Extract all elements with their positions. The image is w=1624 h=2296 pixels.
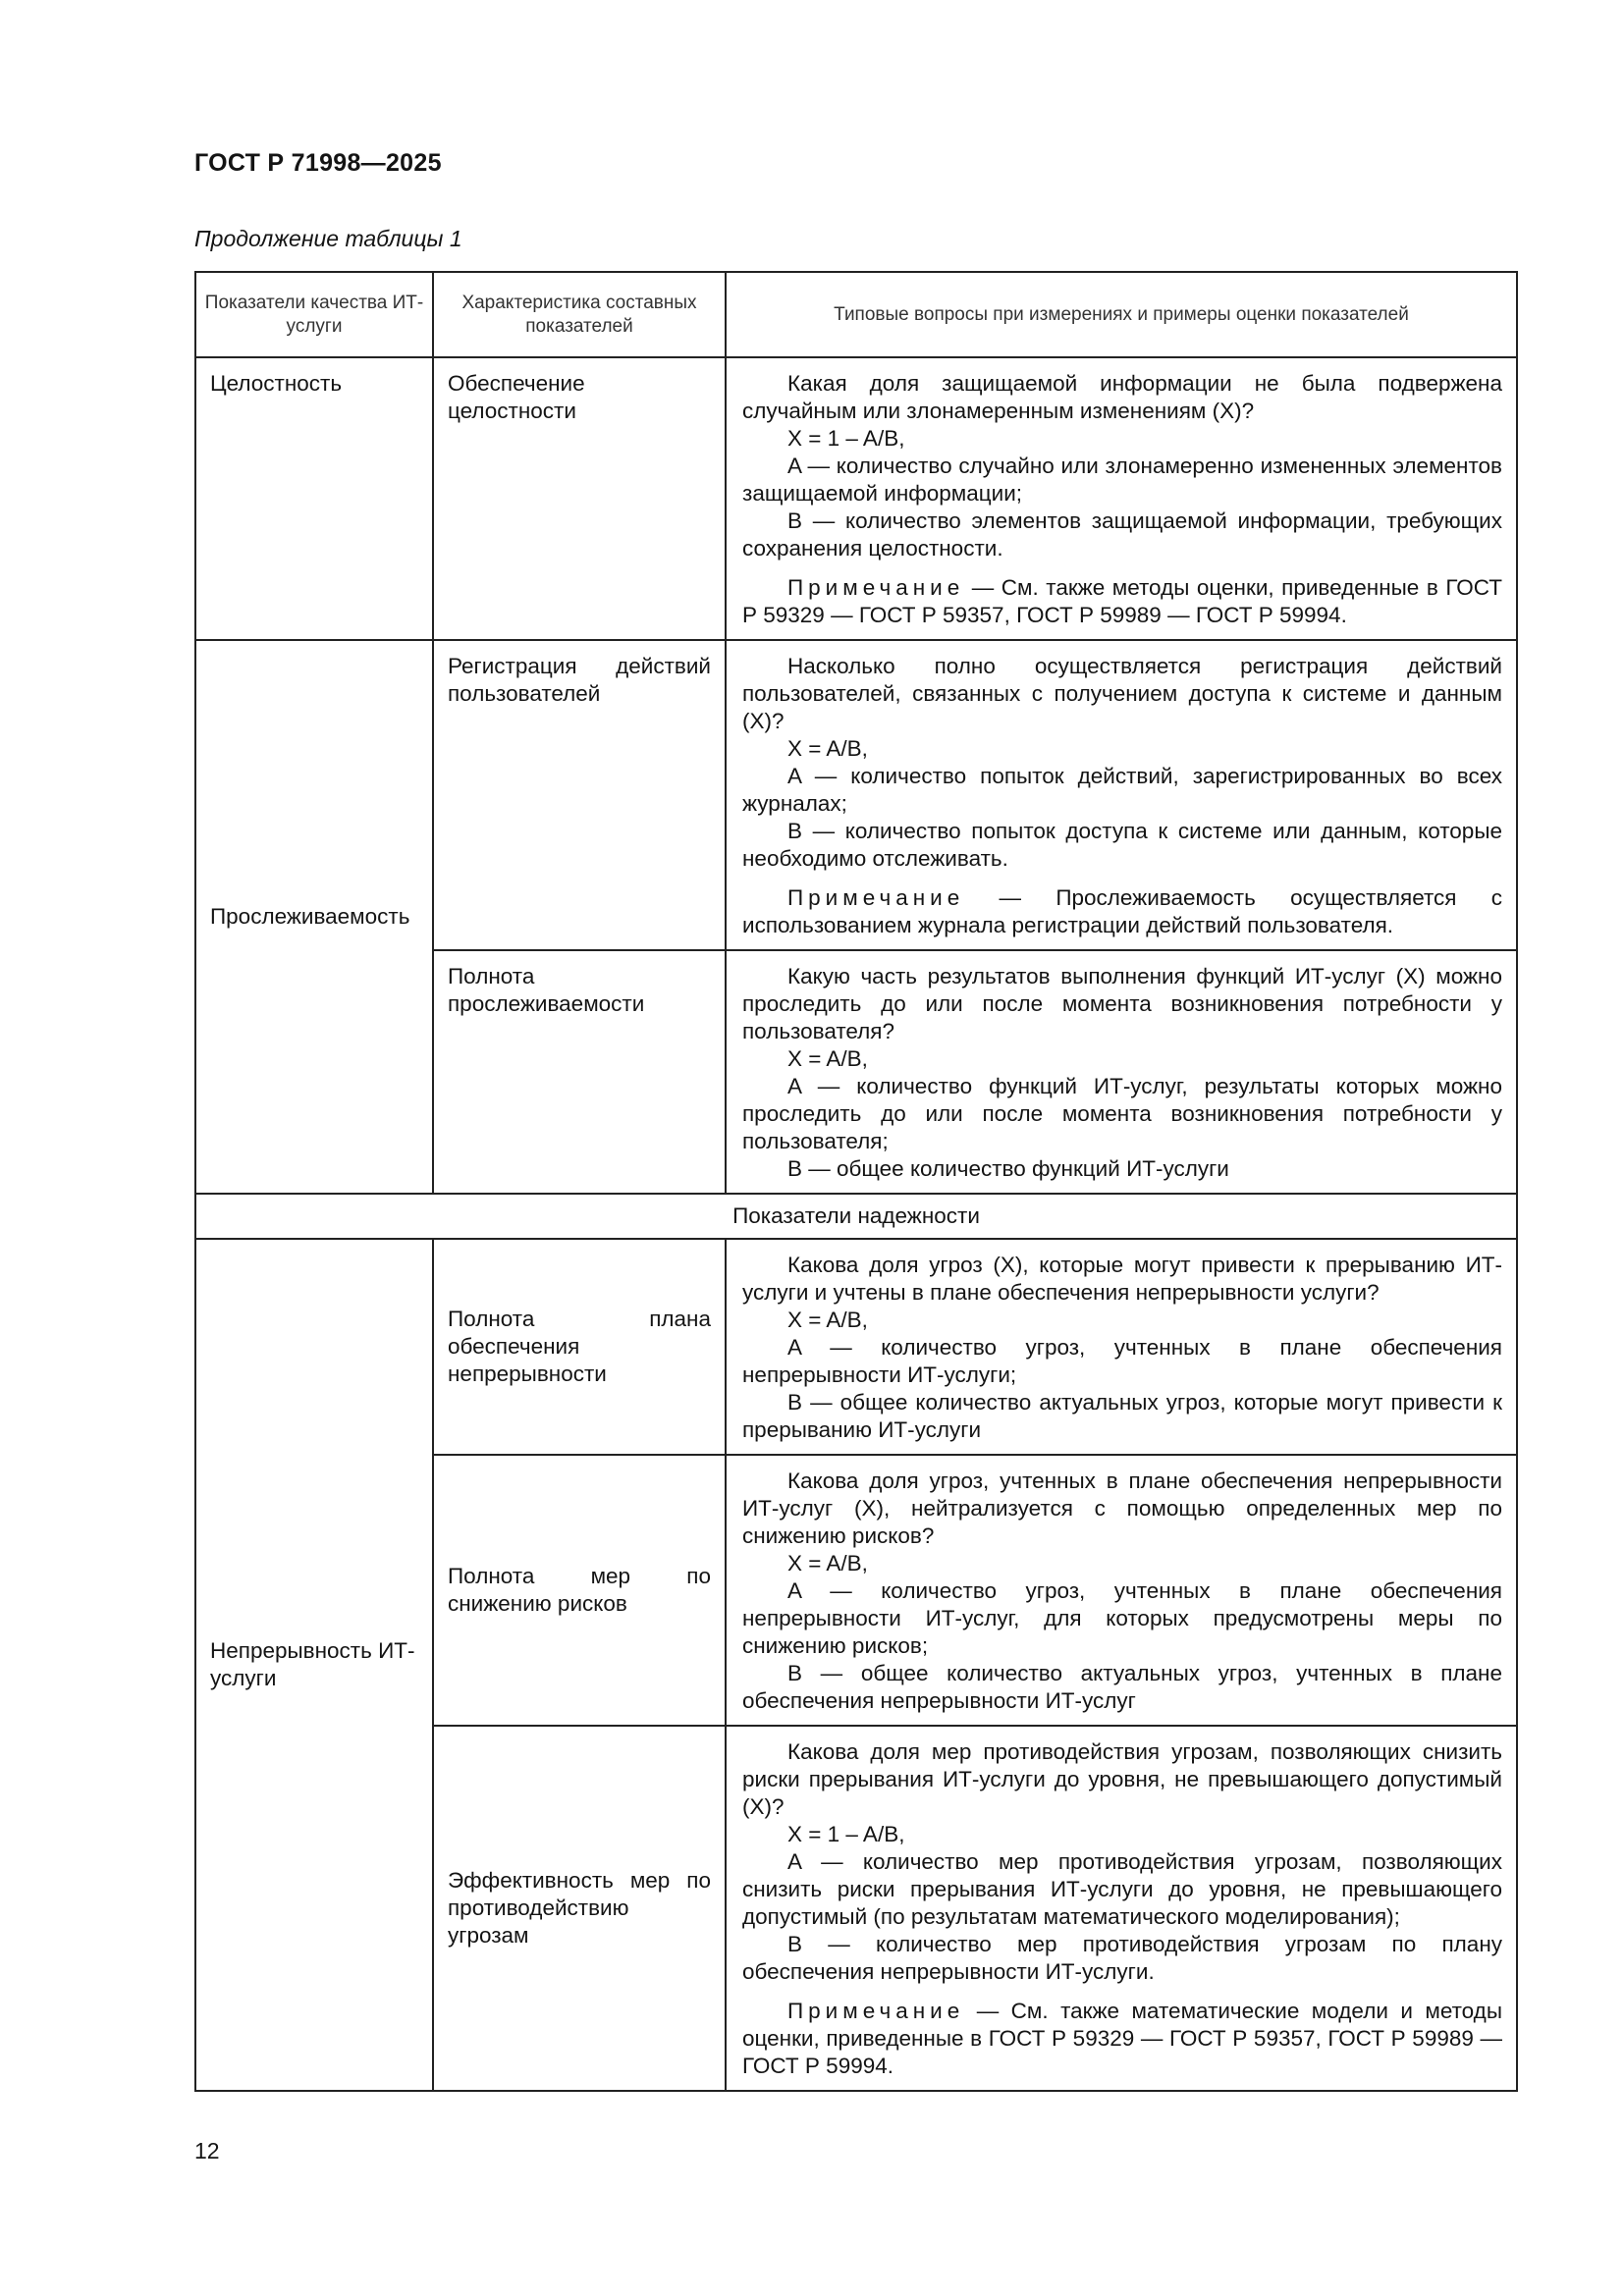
characteristic-cell: Полнота плана обеспечения непрерывности xyxy=(433,1239,726,1455)
example-formula: X = A/B, xyxy=(787,736,868,761)
example-definition: B — количество мер противодействия угрозам по плану обеспечения непрерывности ИТ-услуги. xyxy=(742,1932,1502,1984)
examples-cell xyxy=(726,357,1517,640)
example-definition: A — количество попыток действий, зарегистрированных во всех журналах; xyxy=(742,764,1502,816)
note xyxy=(742,1998,1502,2080)
example-formula: X = A/B, xyxy=(787,1551,868,1575)
example-formula: X = A/B, xyxy=(787,1308,868,1332)
characteristic-cell: Регистрация действий пользователей xyxy=(433,640,726,950)
characteristic-cell: Полнота мер по снижению рисков xyxy=(433,1455,726,1726)
example-formula: X = 1 – A/B, xyxy=(787,1822,905,1846)
note-text: — См. также методы оценки, приведенные в ГОСТ Р 59329 — ГОСТ Р 59357, ГОСТ Р 59989 — ГОСТ Р 59994. xyxy=(742,575,1502,627)
characteristic-cell: Эффективность мер по противодействию угрозам xyxy=(433,1726,726,2091)
page-number: 12 xyxy=(194,2138,220,2163)
example-question: Насколько полно осуществляется регистрация действий пользователей, связанных с получением доступа к системе и данным (X)? xyxy=(742,654,1502,733)
example-definition: B — общее количество актуальных угроз, которые могут привести к прерыванию ИТ-услуги xyxy=(742,1390,1502,1442)
note xyxy=(742,884,1502,939)
example-definition: B — количество попыток доступа к системе или данным, которые необходимо отслеживать. xyxy=(742,819,1502,871)
example-question: Какова доля угроз, учтенных в плане обеспечения непрерывности ИТ-услуг (X), нейтрализуется с помощью определенных мер по снижению рисков? xyxy=(742,1468,1502,1548)
example-definition: A — количество угроз, учтенных в плане обеспечения непрерывности ИТ-услуги; xyxy=(742,1335,1502,1387)
characteristic-cell: Полнота прослеживаемости xyxy=(433,950,726,1194)
characteristic-cell: Обеспечение целостности xyxy=(433,357,726,640)
indicator-cell: Целостность xyxy=(195,357,433,640)
note-label: Примечание xyxy=(787,1999,965,2023)
example-definition: B — общее количество функций ИТ-услуги xyxy=(787,1156,1229,1181)
example-question: Какова доля мер противодействия угрозам, позволяющих снизить риски прерывания ИТ-услуги до уровня, не превышающего допустимый (X)? xyxy=(742,1739,1502,1819)
example-formula: X = A/B, xyxy=(787,1046,868,1071)
table-row xyxy=(195,1239,1517,1455)
section-heading: Показатели надежности xyxy=(195,1194,1517,1239)
document-id: ГОСТ Р 71998—2025 xyxy=(194,149,442,177)
examples-cell xyxy=(726,950,1517,1194)
examples-cell xyxy=(726,1455,1517,1726)
note-label: Примечание xyxy=(787,885,965,910)
note-text: — Прослеживаемость осуществляется с использованием журнала регистрации действий пользователя. xyxy=(742,885,1502,937)
quality-indicators-table xyxy=(194,271,1518,2092)
table-header-row xyxy=(195,272,1517,357)
example-definition: A — количество случайно или злонамеренно измененных элементов защищаемой информации; xyxy=(742,454,1502,506)
example-definition: A — количество мер противодействия угрозам, позволяющих снизить риски прерывания ИТ-услуги до уровня, не превышающего допустимый (по результатам математического моделирования); xyxy=(742,1849,1502,1929)
indicator-cell: Непрерывность ИТ-услуги xyxy=(195,1239,433,2091)
column-header-examples: Типовые вопросы при измерениях и примеры оценки показателей xyxy=(726,272,1517,357)
table-row xyxy=(195,357,1517,640)
examples-cell xyxy=(726,640,1517,950)
example-question: Какую часть результатов выполнения функций ИТ-услуг (X) можно проследить до или после момента возникновения потребности у пользователя? xyxy=(742,964,1502,1043)
example-definition: A — количество угроз, учтенных в плане обеспечения непрерывности ИТ-услуг, для которых предусмотрены меры по снижению рисков; xyxy=(742,1578,1502,1658)
indicator-cell: Прослеживаемость xyxy=(195,640,433,1194)
examples-cell xyxy=(726,1726,1517,2091)
table-continuation-caption: Продолжение таблицы 1 xyxy=(194,226,462,251)
example-formula: X = 1 – A/B, xyxy=(787,426,905,451)
example-definition: A — количество функций ИТ-услуг, результаты которых можно проследить до или после момента возникновения потребности у пользователя; xyxy=(742,1074,1502,1153)
example-definition: B — общее количество актуальных угроз, учтенных в плане обеспечения непрерывности ИТ-услуг xyxy=(742,1661,1502,1713)
section-row xyxy=(195,1194,1517,1239)
column-header-indicator: Показатели качества ИТ-услуги xyxy=(195,272,433,357)
example-definition: B — количество элементов защищаемой информации, требующих сохранения целостности. xyxy=(742,508,1502,561)
note-text: — См. также математические модели и методы оценки, приведенные в ГОСТ Р 59329 — ГОСТ Р 59357, ГОСТ Р 59989 — ГОСТ Р 59994. xyxy=(742,1999,1502,2078)
example-question: Какая доля защищаемой информации не была подвержена случайным или злонамеренным изменениям (X)? xyxy=(742,371,1502,423)
example-question: Какова доля угроз (X), которые могут привести к прерыванию ИТ-услуги и учтены в плане обеспечения непрерывности услуги? xyxy=(742,1253,1502,1305)
note-label: Примечание xyxy=(787,575,965,600)
examples-cell xyxy=(726,1239,1517,1455)
column-header-characteristic: Характеристика составных показателей xyxy=(433,272,726,357)
note xyxy=(742,574,1502,629)
table-row xyxy=(195,640,1517,950)
